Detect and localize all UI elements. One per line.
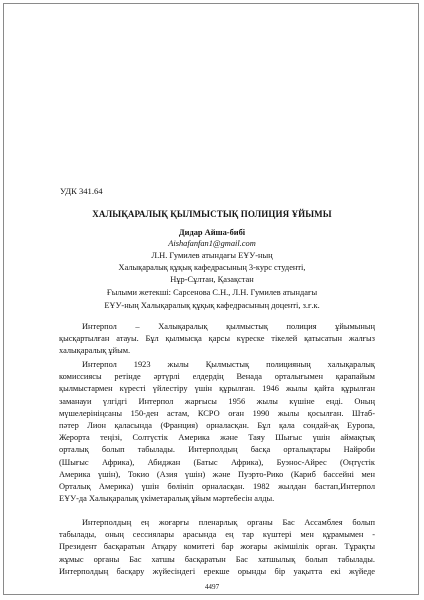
text-line: Интерполдың басқару жүйесіндегі ерекше орынды бір уақытта екі жүйеде — [59, 566, 375, 576]
affiliation-line: Халықаралық құқық кафедрасының 3-курс студенті, — [118, 263, 306, 272]
text-line: (Шығыс Африка), Абиджан (Батыс Африка), Буэнос-Айрес (Оңтүстік — [59, 457, 375, 467]
text-line: орталық болып табылады. Интерполдың басқа орталықтары Найроби — [59, 445, 375, 455]
author-name: Дидар Айша-бибі — [178, 228, 246, 237]
page-border — [3, 3, 419, 595]
page-number: 4497 — [204, 583, 220, 591]
text-line: халықаралық ұйым. — [59, 346, 131, 356]
text-line: ЕҰУ-да Халықаралық үкіметаралық ұйым мәртебесін алды. — [59, 494, 275, 504]
text-line: Орталық Америка) үшін бөлініп орналасқан. 1982 жылдан бастап,Интерпол — [59, 482, 375, 492]
text-line: Президент басқаратын Атқару комитеті бар жоғары әкімшілік орган. Тұрақты — [59, 542, 375, 552]
affiliation-line: Нұр-Сұлтан, Қазақстан — [170, 275, 254, 284]
text-line: Интерпол 1923 жылы Қылмыстық полицияның халықаралық — [82, 360, 375, 369]
text-line: Жерорта теңізі, Солтүстік Америка және Таяу Шығыс үшін аймақтық — [59, 433, 375, 443]
text-line: мүшелерініңсаны 150-ден астам, КСРО оған 1990 жылы қосылған. Штаб- — [59, 408, 375, 418]
supervisor-line: ЕҰУ-ның Халықаралық құқық кафедрасының доценті, з.ғ.к. — [104, 301, 320, 310]
text-line: Америка үшін), Токио (Азия үшін) және Пуэрто-Рико (Кариб бассейні мен — [59, 469, 375, 479]
text-line: табылады, оның сессиялары арасында ең тар күштері мен құрамымен - — [59, 530, 375, 540]
text-line: Интерпол – Халықаралық қылмыстық полиция ұйымының — [82, 322, 375, 331]
text-line: жұмыс органы Бас хатшы басқаратын Бас хатшылық болып табылады. — [59, 554, 375, 564]
paragraph — [59, 517, 375, 578]
text-line: Интерполдың ең жоғарғы пленарлық органы Бас Ассамблея болып — [82, 518, 375, 527]
supervisor-line: Ғылыми жетекші: Сарсенова С.Н., Л.Н. Гумилев атындағы — [106, 288, 318, 297]
article-title: ХАЛЫҚАРАЛЫҚ ҚЫЛМЫСТЫҚ ПОЛИЦИЯ ҰЙЫМЫ — [92, 209, 332, 219]
paragraph — [59, 321, 375, 358]
text-line: қылмыстармен күресті үйлестіру үшін құрылған. 1946 жылы қайта құрылған — [59, 384, 375, 394]
affiliation-line: Л.Н. Гумилев атындағы ЕҰУ-ның — [151, 251, 273, 260]
paragraph — [59, 359, 375, 505]
author-email: Aishafanfan1@gmail.com — [168, 239, 256, 248]
text-line: пәтер Лион қаласында (Франция) орналасқан. Бұл қала сондай-ақ Еуропа, — [59, 421, 375, 431]
text-line: заманауи үлгідгі Интерпол жарғысы 1956 жылы күшіне енді. Оның — [59, 396, 375, 406]
text-line: комиссиясы ретінде әртүрлі елдердің Венада орталығымен қарапайым — [59, 372, 375, 382]
text-line: қысқартылған атауы. Бұл қылмысқа қарсы күреске тікелей қатысатын жалғыз — [59, 334, 375, 344]
udc-code: УДК 341.64 — [60, 186, 103, 196]
